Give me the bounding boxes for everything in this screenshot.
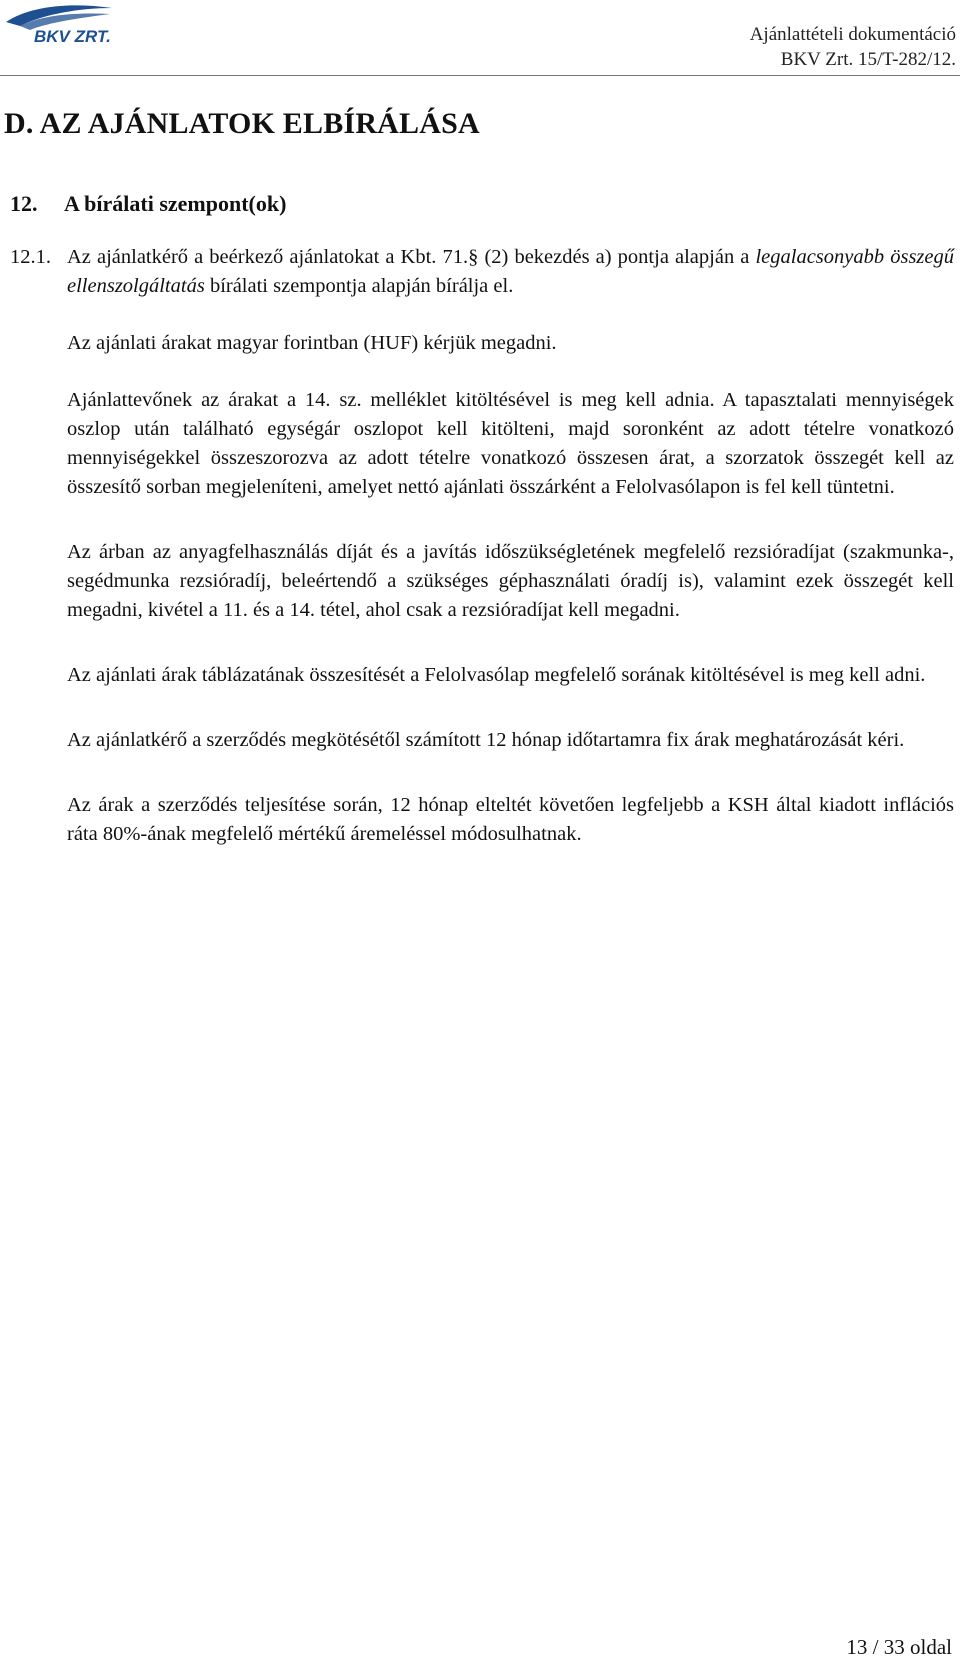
paragraph-text: bírálati szempontja alapján bírálja el. [204,275,514,297]
section-title: D. AZ AJÁNLATOK ELBÍRÁLÁSA [4,107,480,140]
page-header [0,0,960,78]
paragraph-text: Az ajánlatkérő a beérkező ajánlatokat a Kbt. 71.§ (2) bekezdés a) pontja alapján a [67,246,756,268]
doc-reference: BKV Zrt. 15/T-282/12. [780,49,956,70]
logo-text: BKV ZRT. [34,27,111,46]
page-number: 13 / 33 oldal [846,1635,952,1659]
paragraph-number: 12.1. [10,246,51,268]
paragraph-price-composition: Az árban az anyagfelhasználás díját és a javítás időszükségletének megfelelő rezsióradíjat (szakmunka-, segédmunka rezsióradíj, beleértendő a szükséges géphasználati óradíj is), valamint ezek összegét kell megadni, kivétel a 11. és a 14. tétel, ahol csak a rezsióradíjat kell megadni. [67,541,954,621]
paragraph-currency: Az ajánlati árakat magyar forintban (HUF) kérjük megadni. [67,332,557,354]
subsection-title: A bírálati szempont(ok) [64,191,287,216]
paragraph-summary: Az ajánlati árak táblázatának összesítését a Felolvasólap megfelelő sorának kitöltésével is meg kell adni. [67,664,926,686]
document-body [10,243,954,849]
paragraph-pricing-annex: Ajánlattevőnek az árakat a 14. sz. melléklet kitöltésével is meg kell adnia. A tapasztalati mennyiségek oszlop után található egységár oszlopot kell kitölteni, majd soronként az adott tételre vonatkozó mennyiségekkel összeszorozva az adott tételre vonatkozó összesen árat, a szorzatok összegét kell az összesítő sorban megjeleníteni, amelyet nettó ajánlati összárként a Felolvasólapon is fel kell tüntetni. [67,389,954,498]
paragraph-fixed-prices: Az ajánlatkérő a szerződés megkötésétől számított 12 hónap időtartamra fix árak meghatározását kéri. [67,729,905,751]
doc-title: Ajánlattételi dokumentáció [749,24,956,45]
paragraph-price-increase: Az árak a szerződés teljesítése során, 12 hónap elteltét követően legfeljebb a KSH által kiadott inflációs ráta 80%-ának megfelelő mértékű áremeléssel módosulhatnak. [67,794,954,845]
bkv-logo [0,0,120,48]
paragraph-12-1 [10,243,954,301]
paragraph-italic-text: legalacsonyabb összegű ellenszolgáltatás [67,246,954,297]
subsection-number: 12. [10,191,38,216]
header-divider [0,75,960,76]
subsection-heading [10,191,286,217]
header-info [750,22,956,72]
